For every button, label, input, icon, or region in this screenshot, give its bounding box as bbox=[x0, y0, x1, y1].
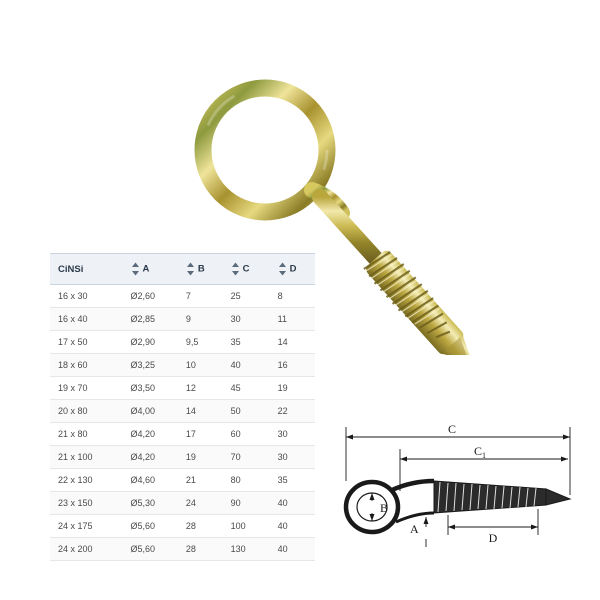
cell-cinsi: 17 x 50 bbox=[50, 331, 123, 354]
cell-a: Ø4,20 bbox=[123, 446, 178, 469]
cell-c: 90 bbox=[223, 492, 270, 515]
spec-table-container bbox=[50, 253, 315, 561]
cell-d: 40 bbox=[270, 538, 315, 561]
sort-arrows-icon[interactable] bbox=[231, 262, 240, 276]
table-row bbox=[50, 331, 315, 354]
cell-c: 25 bbox=[223, 285, 270, 308]
table-row bbox=[50, 354, 315, 377]
header-label-c: C bbox=[242, 263, 250, 275]
cell-a: Ø2,60 bbox=[123, 285, 178, 308]
dimension-label-b: B bbox=[380, 501, 389, 515]
table-header-row bbox=[50, 254, 315, 285]
cell-c: 130 bbox=[223, 538, 270, 561]
cell-a: Ø5,60 bbox=[123, 538, 178, 561]
cell-cinsi: 16 x 30 bbox=[50, 285, 123, 308]
dimension-label-c: C bbox=[447, 422, 457, 436]
dimension-b bbox=[370, 493, 375, 521]
column-header-c[interactable] bbox=[223, 254, 270, 285]
cell-b: 21 bbox=[178, 469, 223, 492]
cell-d: 40 bbox=[270, 492, 315, 515]
sort-arrows-icon[interactable] bbox=[278, 262, 287, 276]
cell-c: 100 bbox=[223, 515, 270, 538]
dimension-a bbox=[424, 517, 429, 547]
cell-c: 30 bbox=[223, 308, 270, 331]
cell-d: 30 bbox=[270, 446, 315, 469]
cell-a: Ø4,20 bbox=[123, 423, 178, 446]
cell-b: 9,5 bbox=[178, 331, 223, 354]
technical-drawing bbox=[330, 415, 580, 565]
cell-b: 10 bbox=[178, 354, 223, 377]
cell-d: 30 bbox=[270, 423, 315, 446]
cell-a: Ø4,00 bbox=[123, 400, 178, 423]
spec-table-head bbox=[50, 254, 315, 285]
cell-b: 28 bbox=[178, 538, 223, 561]
table-row bbox=[50, 285, 315, 308]
cell-cinsi: 19 x 70 bbox=[50, 377, 123, 400]
spec-table-body bbox=[50, 285, 315, 561]
dimension-label-a: A bbox=[410, 522, 419, 536]
dimension-label-c1: $C_1$ bbox=[473, 444, 487, 460]
cell-d: 40 bbox=[270, 515, 315, 538]
cell-cinsi: 22 x 130 bbox=[50, 469, 123, 492]
table-row bbox=[50, 423, 315, 446]
column-header-a[interactable] bbox=[123, 254, 178, 285]
dimension-label-d: D bbox=[488, 531, 498, 545]
cell-cinsi: 21 x 100 bbox=[50, 446, 123, 469]
header-label-cinsi: CiNSi bbox=[58, 263, 84, 275]
cell-b: 19 bbox=[178, 446, 223, 469]
cell-d: 14 bbox=[270, 331, 315, 354]
cell-cinsi: 24 x 200 bbox=[50, 538, 123, 561]
cell-d: 35 bbox=[270, 469, 315, 492]
cell-b: 17 bbox=[178, 423, 223, 446]
cell-cinsi: 20 x 80 bbox=[50, 400, 123, 423]
cell-b: 14 bbox=[178, 400, 223, 423]
cell-cinsi: 16 x 40 bbox=[50, 308, 123, 331]
cell-a: Ø3,25 bbox=[123, 354, 178, 377]
table-row bbox=[50, 400, 315, 423]
cell-d: 19 bbox=[270, 377, 315, 400]
header-label-a: A bbox=[142, 263, 150, 275]
cell-b: 12 bbox=[178, 377, 223, 400]
cell-cinsi: 21 x 80 bbox=[50, 423, 123, 446]
table-row bbox=[50, 308, 315, 331]
cell-cinsi: 24 x 175 bbox=[50, 515, 123, 538]
cell-a: Ø2,90 bbox=[123, 331, 178, 354]
cell-b: 28 bbox=[178, 515, 223, 538]
cell-a: Ø5,60 bbox=[123, 515, 178, 538]
header-label-b: B bbox=[197, 263, 205, 275]
cell-d: 8 bbox=[270, 285, 315, 308]
sort-arrows-icon[interactable] bbox=[131, 262, 140, 276]
cell-c: 80 bbox=[223, 469, 270, 492]
screw-thread bbox=[362, 247, 486, 355]
cell-d: 11 bbox=[270, 308, 315, 331]
dimension-diagram bbox=[330, 415, 580, 565]
cell-c: 60 bbox=[223, 423, 270, 446]
cell-cinsi: 23 x 150 bbox=[50, 492, 123, 515]
sort-arrows-icon[interactable] bbox=[186, 262, 195, 276]
cell-b: 7 bbox=[178, 285, 223, 308]
table-row bbox=[50, 538, 315, 561]
spec-table bbox=[50, 253, 315, 561]
cell-c: 50 bbox=[223, 400, 270, 423]
cell-b: 24 bbox=[178, 492, 223, 515]
column-header-cinsi[interactable] bbox=[50, 254, 123, 285]
cell-c: 40 bbox=[223, 354, 270, 377]
column-header-b[interactable] bbox=[178, 254, 223, 285]
cell-c: 35 bbox=[223, 331, 270, 354]
cell-a: Ø3,50 bbox=[123, 377, 178, 400]
cell-a: Ø5,30 bbox=[123, 492, 178, 515]
cell-c: 70 bbox=[223, 446, 270, 469]
header-label-d: D bbox=[289, 263, 297, 275]
cell-b: 9 bbox=[178, 308, 223, 331]
screw-shank bbox=[320, 197, 378, 261]
table-row bbox=[50, 446, 315, 469]
table-row bbox=[50, 492, 315, 515]
table-row bbox=[50, 515, 315, 538]
diagram-thread bbox=[434, 481, 570, 513]
table-row bbox=[50, 377, 315, 400]
table-row bbox=[50, 469, 315, 492]
column-header-d[interactable] bbox=[270, 254, 315, 285]
cell-d: 22 bbox=[270, 400, 315, 423]
cell-d: 16 bbox=[270, 354, 315, 377]
cell-a: Ø4,60 bbox=[123, 469, 178, 492]
cell-a: Ø2,85 bbox=[123, 308, 178, 331]
cell-cinsi: 18 x 60 bbox=[50, 354, 123, 377]
cell-c: 45 bbox=[223, 377, 270, 400]
